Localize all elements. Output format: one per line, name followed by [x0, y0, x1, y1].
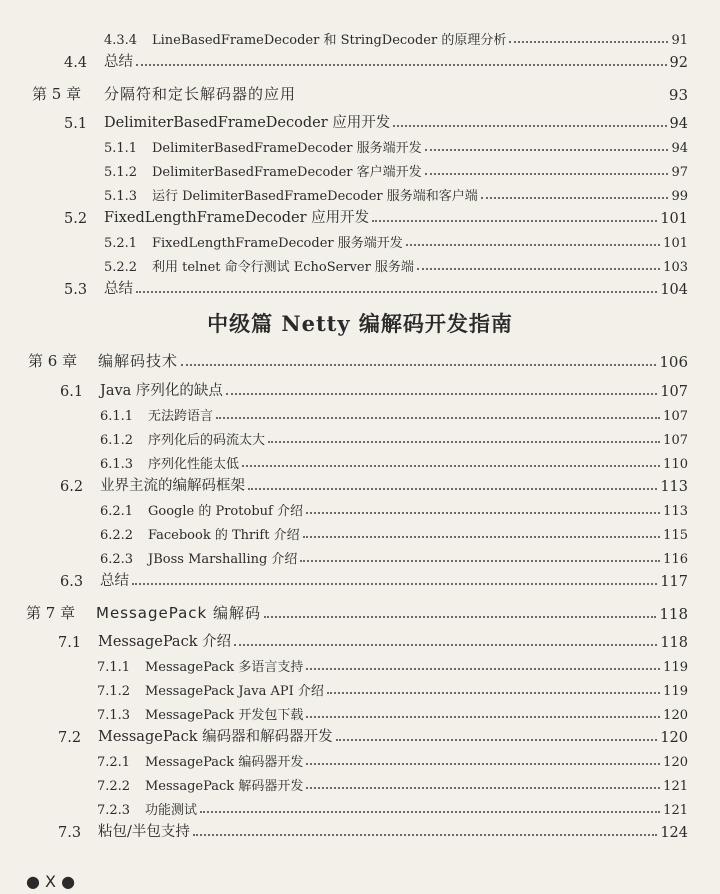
entry-title: Java 序列化的缺点 — [100, 383, 223, 399]
toc-chapter-entry — [26, 601, 688, 623]
toc-entry — [64, 110, 688, 132]
entry-title: 粘包/半包支持 — [98, 824, 190, 840]
entry-number: 6.1.3 — [100, 457, 134, 472]
dot-leader — [193, 834, 657, 836]
entry-title: JBoss Marshalling 介绍 — [148, 552, 298, 567]
entry-title: 业界主流的编解码框架 — [100, 478, 245, 494]
entry-page: 124 — [660, 825, 688, 841]
entry-title: Facebook 的 Thrift 介绍 — [148, 528, 300, 543]
entry-page: 113 — [663, 504, 688, 519]
entry-page: 97 — [671, 165, 688, 180]
entry-title: MessagePack 解码器开发 — [145, 779, 304, 794]
entry-title: DelimiterBasedFrameDecoder 服务端开发 — [152, 141, 422, 156]
entry-number: 5.3 — [64, 282, 88, 298]
dot-leader — [300, 560, 660, 562]
toc-entry — [58, 819, 688, 841]
entry-number: 7.2.1 — [97, 755, 131, 770]
entry-number: 5.1 — [64, 116, 88, 132]
entry-page: 113 — [660, 479, 688, 495]
toc-entry — [104, 182, 688, 204]
toc-entry — [97, 653, 688, 675]
entry-title: MessagePack Java API 介绍 — [145, 684, 324, 699]
dot-leader — [136, 64, 667, 66]
entry-page: 120 — [663, 708, 688, 723]
entry-page: 107 — [660, 384, 688, 400]
entry-page: 104 — [660, 282, 688, 298]
toc-entry — [97, 772, 688, 794]
entry-page: 92 — [669, 55, 688, 71]
entry-number: 7.1.2 — [97, 684, 131, 699]
entry-number: 5.2.2 — [104, 260, 138, 275]
chapter-number: 第 6 章 — [28, 352, 78, 370]
entry-number: 7.1.1 — [97, 660, 131, 675]
entry-number: 6.1.1 — [100, 409, 134, 424]
toc-chapter-entry — [32, 82, 688, 104]
entry-title: 序列化性能太低 — [148, 457, 240, 472]
dot-leader — [417, 268, 660, 270]
dot-leader — [200, 811, 660, 813]
dot-leader — [306, 512, 660, 514]
entry-title: 运行 DelimiterBasedFrameDecoder 服务端和客户端 — [152, 189, 478, 204]
dot-leader — [268, 441, 660, 443]
dot-leader — [248, 488, 657, 490]
dot-leader — [264, 616, 656, 618]
entry-page: 115 — [663, 528, 688, 543]
entry-title: MessagePack 多语言支持 — [145, 660, 304, 675]
dot-leader — [226, 393, 657, 395]
toc-entry — [64, 276, 688, 298]
toc-entry — [104, 253, 688, 275]
entry-title: FixedLengthFrameDecoder 服务端开发 — [152, 236, 403, 251]
entry-number: 6.2.1 — [100, 504, 134, 519]
dot-leader — [336, 739, 658, 741]
dot-leader — [181, 364, 656, 366]
dot-leader — [136, 291, 657, 293]
entry-title: Google 的 Protobuf 介绍 — [148, 504, 303, 519]
entry-title: MessagePack 编码器和解码器开发 — [98, 729, 333, 745]
entry-page: 120 — [663, 755, 688, 770]
toc-entry — [97, 748, 688, 770]
entry-page: 106 — [659, 353, 688, 371]
toc-entry — [100, 450, 688, 472]
entry-page: 119 — [663, 684, 688, 699]
toc-entry — [60, 473, 688, 495]
toc-entry — [100, 521, 688, 543]
entry-number: 5.2 — [64, 211, 88, 227]
dot-leader — [406, 244, 660, 246]
chapter-number: 第 7 章 — [26, 604, 76, 622]
entry-page: 118 — [660, 635, 688, 651]
entry-page: 99 — [671, 189, 688, 204]
toc-entry — [100, 545, 688, 567]
chapter-title: MessagePack 编解码 — [96, 604, 262, 622]
entry-number: 4.4 — [64, 55, 88, 71]
entry-page: 101 — [660, 211, 688, 227]
entry-page: 121 — [663, 779, 688, 794]
dot-leader — [372, 220, 657, 222]
toc-entry — [58, 724, 688, 746]
dot-leader — [425, 149, 669, 151]
toc-chapter-entry — [28, 349, 688, 371]
entry-page: 94 — [669, 116, 688, 132]
dot-leader — [481, 197, 669, 199]
toc-entry — [100, 402, 688, 424]
entry-title: MessagePack 介绍 — [98, 634, 232, 650]
dot-leader — [306, 763, 660, 765]
toc-entry — [104, 158, 688, 180]
entry-title: LineBasedFrameDecoder 和 StringDecoder 的原理分析 — [152, 33, 507, 48]
entry-page: 103 — [663, 260, 688, 275]
entry-number: 5.2.1 — [104, 236, 138, 251]
entry-number: 7.2.3 — [97, 803, 131, 818]
entry-number: 5.1.1 — [104, 141, 138, 156]
dot-leader — [393, 125, 666, 127]
entry-page: 120 — [660, 730, 688, 746]
dot-leader — [299, 97, 666, 99]
entry-number: 6.3 — [60, 574, 84, 590]
entry-page: 94 — [671, 141, 688, 156]
dot-leader — [234, 644, 657, 646]
dot-leader — [242, 465, 660, 467]
toc-entry — [97, 796, 688, 818]
toc-entry — [104, 26, 688, 48]
entry-page: 121 — [663, 803, 688, 818]
toc-entry — [58, 629, 688, 651]
entry-title: 总结 — [104, 54, 133, 70]
chapter-title: 分隔符和定长解码器的应用 — [104, 85, 297, 103]
toc-entry — [60, 568, 688, 590]
entry-page: 93 — [668, 86, 688, 104]
part-heading: 中级篇 Netty 编解码开发指南 — [207, 311, 513, 336]
entry-title: 无法跨语言 — [148, 409, 214, 424]
entry-number: 6.1.2 — [100, 433, 134, 448]
toc-entry — [104, 134, 688, 156]
dot-leader — [216, 417, 660, 419]
entry-title: MessagePack 开发包下载 — [145, 708, 304, 723]
page-footer: ● X ● — [26, 872, 76, 891]
entry-number: 4.3.4 — [104, 33, 138, 48]
entry-number: 6.2.2 — [100, 528, 134, 543]
entry-number: 7.3 — [58, 825, 82, 841]
dot-leader — [509, 41, 668, 43]
entry-number: 7.2.2 — [97, 779, 131, 794]
toc-entry — [100, 497, 688, 519]
entry-title: 总结 — [104, 281, 133, 297]
entry-page: 117 — [660, 574, 688, 590]
entry-title: DelimiterBasedFrameDecoder 客户端开发 — [152, 165, 422, 180]
chapter-title: 编解码技术 — [98, 352, 179, 370]
entry-number: 6.2.3 — [100, 552, 134, 567]
dot-leader — [425, 173, 669, 175]
entry-number: 6.2 — [60, 479, 84, 495]
chapter-number: 第 5 章 — [32, 85, 82, 103]
entry-title: MessagePack 编码器开发 — [145, 755, 304, 770]
entry-title: 利用 telnet 命令行测试 EchoServer 服务端 — [152, 260, 414, 275]
dot-leader — [306, 787, 660, 789]
entry-title: FixedLengthFrameDecoder 应用开发 — [104, 210, 370, 226]
entry-page: 101 — [663, 236, 688, 251]
toc-entry — [100, 426, 688, 448]
toc-entry — [97, 677, 688, 699]
toc-entry — [104, 229, 688, 251]
entry-page: 107 — [663, 409, 688, 424]
toc-entry — [64, 49, 688, 71]
dot-leader — [306, 716, 660, 718]
entry-title: 功能测试 — [145, 803, 198, 818]
entry-page: 119 — [663, 660, 688, 675]
dot-leader — [306, 668, 660, 670]
dot-leader — [303, 536, 661, 538]
dot-leader — [327, 692, 660, 694]
toc-entry — [60, 378, 688, 400]
entry-number: 7.1 — [58, 635, 82, 651]
entry-page: 107 — [663, 433, 688, 448]
entry-page: 110 — [663, 457, 688, 472]
entry-number: 5.1.3 — [104, 189, 138, 204]
entry-title: 序列化后的码流太大 — [148, 433, 266, 448]
entry-title: DelimiterBasedFrameDecoder 应用开发 — [104, 115, 391, 131]
entry-page: 91 — [671, 33, 688, 48]
entry-page: 118 — [659, 605, 688, 623]
entry-page: 116 — [663, 552, 688, 567]
entry-number: 6.1 — [60, 384, 84, 400]
entry-number: 5.1.2 — [104, 165, 138, 180]
entry-number: 7.1.3 — [97, 708, 131, 723]
dot-leader — [132, 583, 657, 585]
toc-entry — [64, 205, 688, 227]
entry-title: 总结 — [100, 573, 129, 589]
entry-number: 7.2 — [58, 730, 82, 746]
toc-entry — [97, 701, 688, 723]
